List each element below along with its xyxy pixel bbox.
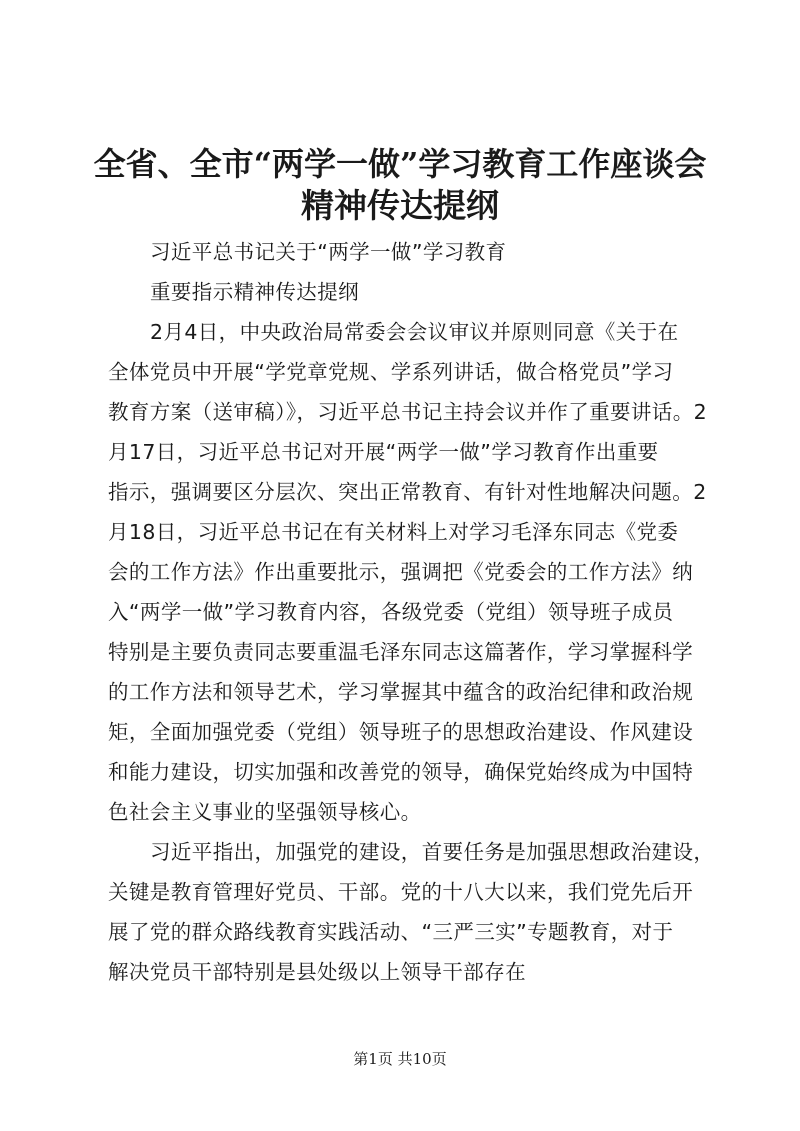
document-title-line-1: 全省、全市“两学一做”学习教育工作座谈会 bbox=[93, 145, 707, 183]
page-footer: 第1页 共10页 bbox=[353, 1050, 447, 1068]
paragraph-line: 解决党员干部特别是县处级以上领导干部存在 bbox=[108, 960, 526, 984]
paragraph-line: 月18日，习近平总书记在有关材料上对学习毛泽东同志《党委 bbox=[108, 520, 679, 544]
paragraph-line: 月17日，习近平总书记对开展“两学一做”学习教育作出重要 bbox=[108, 440, 659, 464]
paragraph-line: 和能力建设，切实加强和改善党的领导，确保党始终成为中国特 bbox=[108, 760, 694, 784]
paragraph-line: 2月4日，中央政治局常委会会议审议并原则同意《关于在 bbox=[150, 320, 679, 344]
paragraph-line: 的工作方法和领导艺术，学习掌握其中蕴含的政治纪律和政治规 bbox=[108, 680, 694, 704]
paragraph-line: 入“两学一做”学习教育内容，各级党委（党组）领导班子成员 bbox=[108, 600, 674, 624]
paragraph-line: 指示，强调要区分层次、突出正常教育、有针对性地解决问题。2 bbox=[108, 480, 707, 504]
paragraph-line: 习近平指出，加强党的建设，首要任务是加强思想政治建设， bbox=[150, 840, 715, 864]
paragraph-line: 会的工作方法》作出重要批示，强调把《党委会的工作方法》纳 bbox=[108, 560, 694, 584]
subtitle-line-2: 重要指示精神传达提纲 bbox=[150, 280, 359, 304]
document-title-line-2: 精神传达提纲 bbox=[301, 186, 499, 225]
paragraph-line: 展了党的群众路线教育实践活动、“三严三实”专题教育，对于 bbox=[108, 920, 674, 944]
paragraph-line: 全体党员中开展“学党章党规、学系列讲话，做合格党员”学习 bbox=[108, 360, 674, 384]
paragraph-line: 教育方案（送审稿）》，习近平总书记主持会议并作了重要讲话。2 bbox=[108, 400, 708, 424]
paragraph-line: 色社会主义事业的坚强领导核心。 bbox=[108, 800, 422, 824]
subtitle-line-1: 习近平总书记关于“两学一做”学习教育 bbox=[150, 240, 507, 264]
paragraph-line: 特别是主要负责同志要重温毛泽东同志这篇著作，学习掌握科学 bbox=[108, 640, 694, 664]
paragraph-line: 关键是教育管理好党员、干部。党的十八大以来，我们党先后开 bbox=[108, 880, 694, 904]
paragraph-line: 矩，全面加强党委（党组）领导班子的思想政治建设、作风建设 bbox=[108, 720, 694, 744]
